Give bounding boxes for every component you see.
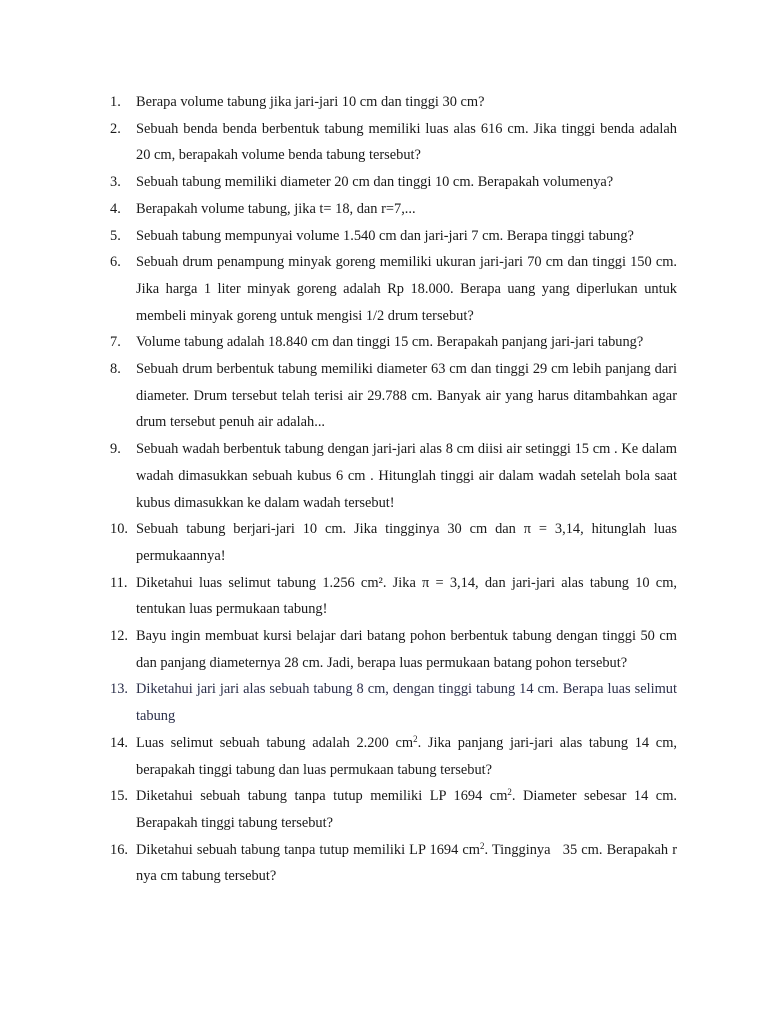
- question-item: [110, 169, 677, 196]
- superscript: 2: [507, 787, 512, 798]
- question-number: 9.: [110, 441, 121, 458]
- question-text: [136, 676, 677, 729]
- question-text-part: Diketahui luas selimut tabung 1.256 cm². Jika π = 3,14, dan jari-jari alas tabung 10 cm, tentukan luas permukaan tabung!: [136, 574, 677, 618]
- question-text-part: Sebuah tabung memiliki diameter 20 cm dan tinggi 10 cm. Berapakah volumenya?: [136, 174, 614, 191]
- question-text-part: Berapakah volume tabung, jika t= 18, dan r=7,...: [136, 200, 416, 217]
- question-item: [110, 570, 677, 623]
- question-text: [136, 196, 677, 223]
- question-text-part: Sebuah tabung mempunyai volume 1.540 cm dan jari-jari 7 cm. Berapa tinggi tabung?: [136, 227, 634, 244]
- question-text: [136, 249, 677, 329]
- question-number: 5.: [110, 227, 121, 244]
- question-text: [136, 783, 677, 836]
- question-text-part: Diketahui sebuah tabung tanpa tutup memiliki LP 1694 cm: [136, 841, 480, 858]
- question-item: [110, 783, 677, 836]
- question-text-part: Volume tabung adalah 18.840 cm dan tinggi 15 cm. Berapakah panjang jari-jari tabung?: [136, 334, 644, 351]
- question-number: 6.: [110, 254, 121, 271]
- question-item: [110, 249, 677, 329]
- question-item: [110, 329, 677, 356]
- question-text: [136, 116, 677, 169]
- question-item: [110, 223, 677, 250]
- question-text: [136, 89, 677, 116]
- superscript: 2: [479, 840, 485, 851]
- question-text-part: Sebuah drum penampung minyak goreng memiliki ukuran jari-jari 70 cm dan tinggi 150 cm. Jika harga 1 liter minyak goreng adalah Rp 18.000. Berapa uang yang diperlukan untuk membeli minyak goreng untuk mengisi 1/2 drum tersebut?: [136, 254, 677, 324]
- question-text: [136, 516, 677, 569]
- question-number: 1.: [110, 94, 121, 110]
- question-text-part: . Tingginya 35 cm. Berapakah r nya cm tabung tersebut?: [136, 841, 681, 885]
- question-number: 16.: [110, 841, 128, 858]
- question-number: 13.: [110, 681, 128, 698]
- question-item: [110, 730, 677, 783]
- question-text-part: Sebuah wadah berbentuk tabung dengan jari-jari alas 8 cm diisi air setinggi 15 cm . Ke dalam wadah dimasukkan sebuah kubus 6 cm . Hitunglah tinggi air dalam wadah setelah bola saat kubus dimasukkan ke dalam wadah tersebut!: [136, 441, 677, 511]
- question-text: [136, 623, 677, 676]
- question-item: [110, 516, 677, 569]
- question-number: 11.: [110, 574, 128, 591]
- question-text-part: Berapa volume tabung jika jari-jari 10 cm dan tinggi 30 cm?: [136, 94, 485, 110]
- question-number: 2.: [110, 120, 121, 137]
- question-text: [136, 730, 677, 783]
- question-number: 3.: [110, 174, 121, 191]
- question-text-part: Diketahui jari jari alas sebuah tabung 8 cm, dengan tinggi tabung 14 cm. Berapa luas selimut tabung: [136, 681, 677, 725]
- question-item: [110, 436, 677, 516]
- question-text-part: Diketahui sebuah tabung tanpa tutup memiliki LP 1694 cm: [136, 788, 508, 805]
- question-text-part: Sebuah drum berbentuk tabung memiliki diameter 63 cm dan tinggi 29 cm lebih panjang dari diameter. Drum tersebut telah terisi air 29.788 cm. Banyak air yang harus ditambahkan agar drum tersebut penuh air adalah...: [136, 361, 677, 431]
- question-text: [136, 436, 677, 516]
- question-text-part: . Jika panjang jari-jari alas tabung 14 cm, berapakah tinggi tabung dan luas permukaan tabung tersebut?: [136, 734, 677, 778]
- question-item: [110, 676, 677, 729]
- question-text: [136, 356, 677, 436]
- question-number: 15.: [110, 788, 128, 805]
- question-text-part: Sebuah tabung berjari-jari 10 cm. Jika tingginya 30 cm dan π = 3,14, hitunglah luas permukaannya!: [136, 521, 677, 564]
- question-text-part: Sebuah benda benda berbentuk tabung memiliki luas alas 616 cm. Jika tinggi benda adalah 20 cm, berapakah volume benda tabung tersebut?: [136, 120, 677, 164]
- question-text-part: Bayu ingin membuat kursi belajar dari batang pohon berbentuk tabung dengan tinggi 50 cm dan panjang diameternya 28 cm. Jadi, berapa luas permukaan batang pohon tersebut?: [136, 628, 677, 671]
- question-number: 7.: [110, 334, 121, 351]
- question-number: 12.: [110, 628, 128, 645]
- superscript: 2: [413, 733, 418, 744]
- question-text: [136, 169, 677, 196]
- question-number: 8.: [110, 361, 121, 378]
- question-item: [110, 89, 677, 116]
- question-number: 4.: [110, 200, 121, 217]
- question-item: [110, 196, 677, 223]
- question-text: [136, 329, 677, 356]
- question-item: [110, 116, 677, 169]
- question-text: [136, 837, 681, 890]
- question-number: 14.: [110, 734, 128, 751]
- question-item: [110, 837, 681, 890]
- question-text-part: . Diameter sebesar 14 cm. Berapakah tinggi tabung tersebut?: [136, 788, 677, 831]
- question-text: [136, 223, 677, 250]
- question-text: [136, 570, 677, 623]
- question-list: [110, 89, 681, 890]
- question-text-part: Luas selimut sebuah tabung adalah 2.200 cm: [136, 734, 414, 751]
- question-item: [110, 623, 677, 676]
- question-number: 10.: [110, 521, 128, 538]
- question-item: [110, 356, 677, 436]
